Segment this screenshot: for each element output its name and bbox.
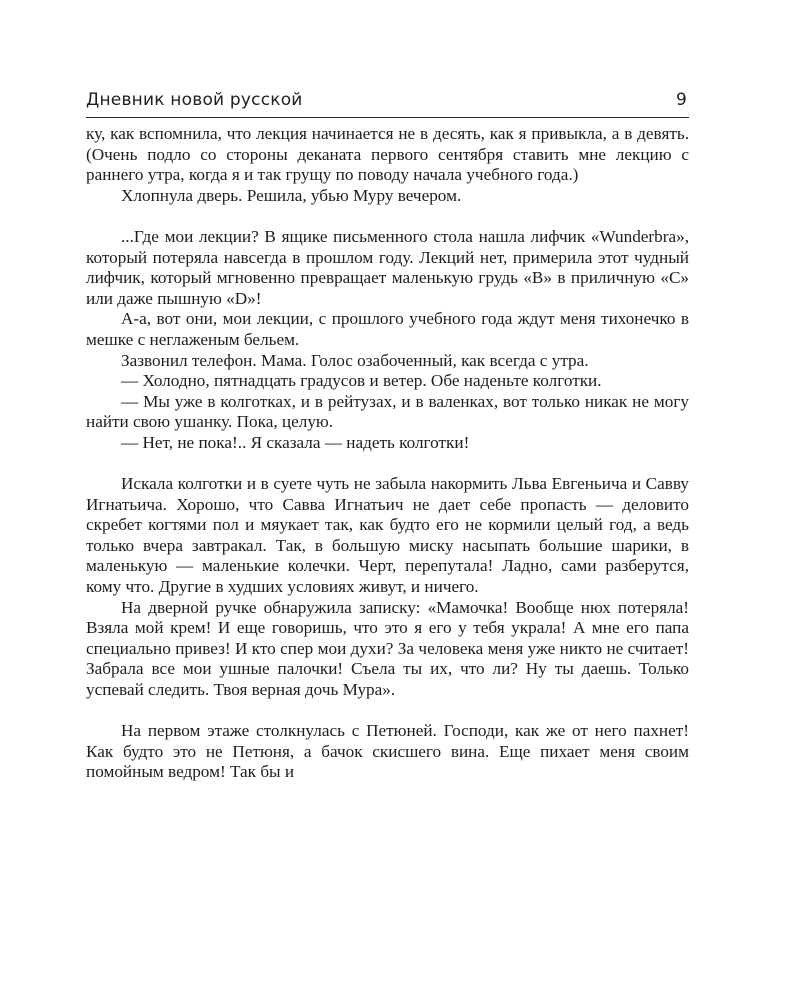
section-break bbox=[86, 701, 689, 722]
dialogue-line: — Холодно, пятнадцать градусов и ветер. Обе наденьте колготки. bbox=[121, 371, 602, 391]
section-break bbox=[86, 454, 689, 475]
dialogue-line: — Мы уже в колготках, и в рейтузах, и в валенках, вот только никак не могу найти свою ушанку. Пока, целую. bbox=[86, 391, 689, 432]
book-page bbox=[86, 90, 689, 783]
paragraph: Зазвонил телефон. Мама. Голос озабоченный, как всегда с утра. bbox=[121, 350, 589, 370]
paragraph: На дверной ручке обнаружила записку: «Мамочка! Вообще нюх потеряла! Взяла мой крем! И еще говоришь, что это я его у тебя украла! А мне его папа специально привез! И кто спер мои духи? За человека меня уже никто не считает! Забрала все мои ушные палочки! Съела ты их, что ли? Ну ты даешь. Только успевай следить. Твоя верная дочь Мура». bbox=[86, 597, 689, 700]
paragraph: Хлопнула дверь. Решила, убью Муру вечером. bbox=[121, 185, 462, 205]
paragraph: ку, как вспомнила, что лекция начинается не в десять, как я привыкла, а в девять. (Очень подло со стороны деканата первого сентября ставить мне лекцию с раннего утра, когда я и так грущу по поводу начала учебного года.) bbox=[86, 124, 689, 185]
paragraph: А-а, вот они, мои лекции, с прошлого учебного года ждут меня тихонечко в мешке с неглаженым бельем. bbox=[86, 309, 689, 349]
paragraph: На первом этаже столкнулась с Петюней. Господи, как же от него пахнет! Как будто это не Петюня, а бачок скисшего вина. Еще пихает меня своим помойным ведром! Так бы и bbox=[86, 721, 689, 782]
running-title: Дневник новой русской bbox=[86, 90, 303, 110]
page-number: 9 bbox=[675, 90, 687, 110]
paragraph: ...Где мои лекции? В ящике письменного стола нашла лифчик «Wunderbra», который потеряла навсегда в прошлом году. Лекций нет, примерила этот чудный лифчик, который мгновенно превращает маленькую грудь «В» в приличную «С» или даже пышную «D»! bbox=[86, 226, 689, 308]
section-break bbox=[86, 206, 689, 227]
body-text bbox=[86, 124, 689, 783]
dialogue-line: — Нет, не пока!.. Я сказала — надеть колготки! bbox=[121, 432, 470, 452]
running-header bbox=[86, 90, 689, 118]
paragraph: Искала колготки и в суете чуть не забыла накормить Льва Евгеньича и Савву Игнатьича. Хорошо, что Савва Игнатьич не дает себе пропасть — деловито скребет когтями пол и мяукает так, как будто его не кормили целый год, а ведь только вчера завтракал. Так, в большую миску насыпать большие шарики, в маленькую — маленькие колечки. Черт, перепутала! Ладно, сами разберутся, кому что. Другие в худших условиях живут, и ничего. bbox=[86, 474, 689, 597]
